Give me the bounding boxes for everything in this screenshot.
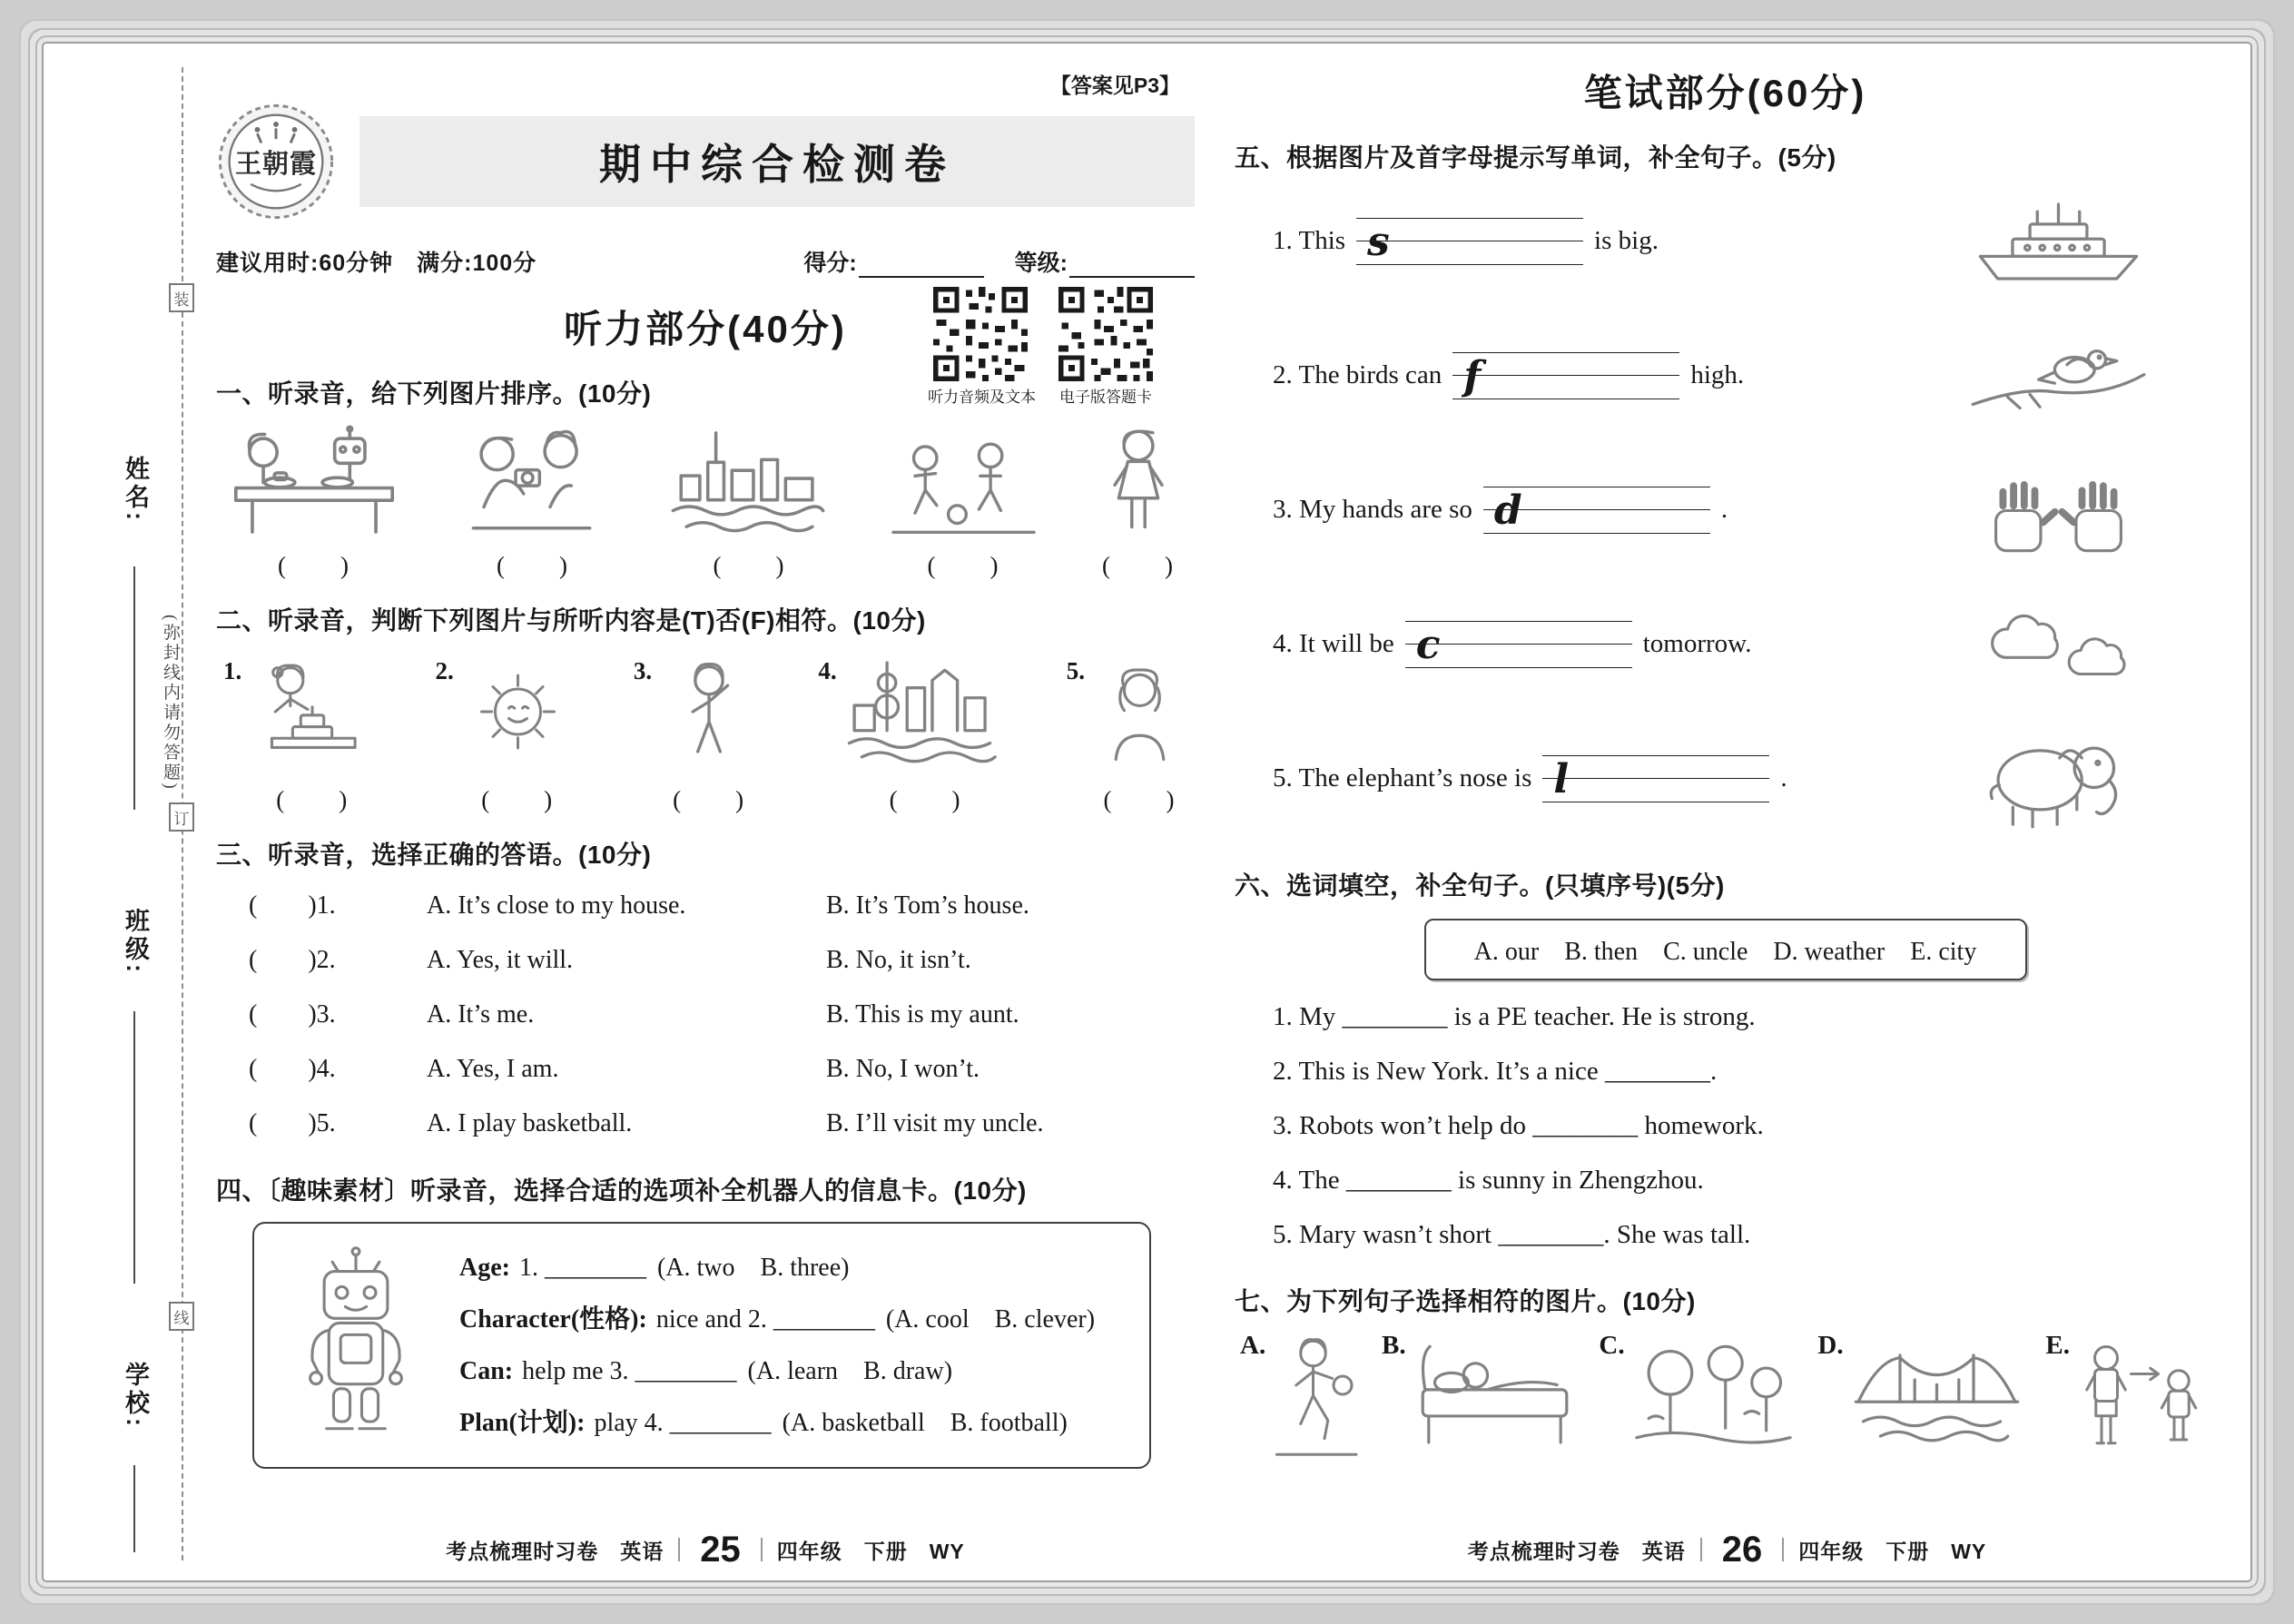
option-letter: C. — [1599, 1331, 1625, 1360]
bird-on-branch-illustration — [1965, 330, 2151, 421]
option-b: B. I’ll visit my uncle. — [826, 1109, 1044, 1137]
family-photo-illustration — [447, 425, 619, 537]
city-tower-illustration — [661, 425, 838, 537]
section1-pictures — [216, 425, 1195, 581]
sentence — [1273, 755, 1940, 802]
sentence-row: 4. The ________ is sunny in Zhengzhou. — [1273, 1166, 1704, 1195]
girl-making-cake-illustration — [249, 652, 376, 772]
sentence-end: tomorrow. — [1642, 629, 1752, 658]
field-label: Character(性格): — [459, 1305, 647, 1334]
robot-illustration — [280, 1243, 432, 1448]
qr-answer-card-label: 电子版答题卡 — [1059, 389, 1152, 406]
picture-item — [1089, 425, 1187, 581]
paper-title-bar — [359, 116, 1195, 207]
field-label: Age: — [459, 1254, 510, 1282]
listening-part-title: 听力部分(40分) — [564, 308, 847, 350]
item-number: 4. — [818, 657, 837, 684]
sentence-row: 5. Mary wasn’t short ________. She was tall. — [1273, 1220, 1751, 1249]
hint-picture — [1940, 603, 2176, 686]
ruled-blank — [1356, 218, 1583, 265]
boy-playing-ball-illustration — [1270, 1331, 1361, 1467]
field-options: (A. two B. three) — [656, 1254, 850, 1282]
option-letter: D. — [1817, 1331, 1844, 1360]
footer-series: 考点梳理时习卷 英语 — [446, 1539, 665, 1563]
bridge-illustration — [1848, 1331, 2025, 1453]
sentence-end: . — [1720, 495, 1728, 524]
section5-title: 五、根据图片及首字母提示写单词，补全句子。(5分) — [1235, 143, 1836, 172]
option-a: A. Yes, it will. — [427, 946, 574, 974]
school-label: 学校: — [122, 1362, 149, 1430]
score-blank-line — [859, 254, 984, 278]
shanghai-skyline-illustration — [844, 652, 1008, 772]
section3-questions — [216, 879, 1195, 1151]
sentence-start: 4. It will be — [1273, 629, 1394, 658]
qr-audio-label: 听力音频及文本 — [928, 389, 1036, 406]
sentence — [1273, 621, 1940, 668]
hint-letter: l — [1553, 756, 1570, 802]
picture-item — [435, 652, 574, 815]
section7-pictures — [1235, 1331, 2216, 1467]
picture-item — [634, 652, 759, 815]
park-trees-illustration — [1629, 1331, 1797, 1453]
sentence-start: 2. The birds can — [1273, 360, 1442, 389]
option-letter: E. — [2045, 1331, 2070, 1360]
fold-note: (弥封线内请勿答题) — [161, 615, 180, 792]
woman-portrait-illustration — [1092, 652, 1187, 772]
binding-margin — [44, 56, 216, 1571]
hint-picture — [1940, 330, 2176, 421]
field-options: (A. learn B. draw) — [747, 1357, 953, 1385]
elephant-illustration — [1965, 723, 2151, 834]
question-row — [216, 988, 1195, 1042]
child-sleeping-in-bed-illustration — [1411, 1331, 1579, 1453]
question-row — [216, 933, 1195, 988]
answer-bracket: ( ) — [1103, 786, 1177, 813]
card-field-row — [459, 1397, 1124, 1449]
answer-bracket-number: ( )5. — [249, 1109, 336, 1137]
robot-card-fields — [459, 1242, 1124, 1449]
word-bank — [1424, 919, 2027, 980]
written-part-title: 笔试部分(60分) — [1583, 72, 1867, 114]
field-options: (A. basketball B. football) — [782, 1409, 1068, 1437]
question-row — [216, 1042, 1195, 1097]
picture-item — [661, 425, 838, 581]
qr-answer-card — [1053, 287, 1158, 407]
girl-standing-illustration — [1089, 425, 1187, 537]
answer-bracket: ( ) — [481, 786, 555, 813]
school-write-line — [133, 1465, 135, 1552]
time-and-score-note: 建议用时:60分钟 满分:100分 — [216, 251, 537, 276]
ship-illustration — [1965, 192, 2151, 291]
answer-bracket: ( ) — [497, 552, 569, 579]
card-field-row — [459, 1345, 1124, 1397]
page-number: 25 — [700, 1530, 741, 1570]
answer-bracket-number: ( )3. — [249, 1000, 336, 1029]
section2-pictures — [216, 652, 1195, 815]
option-letter: B. — [1382, 1331, 1406, 1360]
seal-mark-xian: 线 — [169, 1302, 194, 1331]
grade-blank-line — [1069, 254, 1195, 278]
sentence — [1273, 218, 1940, 265]
paper-meta — [216, 245, 1195, 278]
section2-title: 二、听录音，判断下列图片与所听内容是(T)否(F)相符。(10分) — [216, 606, 926, 635]
score-field — [803, 245, 983, 278]
fill-word-row — [1235, 174, 2216, 309]
footer-grade: 四年级 下册 WY — [776, 1539, 965, 1563]
hint-letter: s — [1367, 219, 1390, 265]
picture-option — [1382, 1331, 1579, 1467]
hands-illustration — [1970, 463, 2147, 558]
footer-divider — [1782, 1538, 1784, 1561]
page-footer-right — [1235, 1531, 2220, 1568]
sentence-end: high. — [1690, 360, 1745, 389]
picture-item — [880, 425, 1048, 581]
qr-audio — [928, 287, 1036, 407]
brand-logo — [216, 102, 336, 221]
hint-letter: d — [1493, 487, 1522, 534]
seal-mark-zhuang: 装 — [169, 283, 194, 312]
picture-item — [1067, 652, 1187, 815]
picture-option — [1817, 1331, 2024, 1467]
fill-word-row — [1235, 577, 2216, 712]
footer-divider — [761, 1538, 763, 1561]
picture-option — [2045, 1331, 2210, 1467]
hint-picture — [1940, 463, 2176, 558]
class-write-line — [133, 1011, 135, 1284]
paper-header — [216, 102, 1195, 221]
grade-field — [1015, 245, 1195, 278]
ruled-blank — [1483, 487, 1710, 534]
sentence-start: 3. My hands are so — [1273, 495, 1472, 524]
field-blank: play 4. ________ — [594, 1409, 772, 1437]
hint-picture — [1940, 723, 2176, 834]
sentence-start: 5. The elephant’s nose is — [1273, 763, 1532, 792]
fill-word-row — [1235, 443, 2216, 577]
item-number: 1. — [223, 657, 242, 684]
section6-sentences — [1235, 989, 2216, 1262]
score-label: 得分: — [803, 251, 857, 276]
field-blank: nice and 2. ________ — [655, 1305, 875, 1334]
option-a: A. It’s me. — [427, 1000, 535, 1029]
field-label: Can: — [459, 1357, 514, 1385]
section1-title: 一、听录音，给下列图片排序。(10分) — [216, 379, 652, 408]
sentence-end: . — [1780, 763, 1787, 792]
qr-code-icon — [1058, 287, 1153, 381]
qr-code-icon — [933, 287, 1028, 381]
picture-item — [818, 652, 1007, 815]
robot-info-card — [252, 1222, 1151, 1469]
fill-word-row — [1235, 712, 2216, 846]
hint-letter: f — [1463, 353, 1482, 399]
option-b: B. It’s Tom’s house. — [826, 891, 1029, 920]
section7-title: 七、为下列句子选择相符的图片。(10分) — [1235, 1287, 1696, 1315]
tall-and-short-boys-illustration — [2074, 1331, 2210, 1467]
answer-bracket: ( ) — [1102, 552, 1175, 579]
picture-item — [223, 425, 405, 581]
option-a: A. It’s close to my house. — [427, 891, 686, 920]
card-field-row — [459, 1242, 1124, 1294]
clouds-illustration — [1970, 603, 2147, 686]
word-bank-options: A. our B. then C. uncle D. weather E. city — [1473, 938, 1977, 966]
picture-item — [223, 652, 376, 815]
ruled-blank — [1452, 352, 1679, 399]
boy-and-robot-eating-illustration — [223, 425, 405, 537]
right-page — [1235, 56, 2220, 1571]
answer-bracket-number: ( )4. — [249, 1055, 336, 1083]
footer-grade: 四年级 下册 WY — [1798, 1539, 1987, 1563]
answer-bracket: ( ) — [713, 552, 786, 579]
option-b: B. No, it isn’t. — [826, 946, 971, 974]
section4-title: 四、〔趣味素材〕听录音，选择合适的选项补全机器人的信息卡。(10分) — [216, 1176, 1027, 1205]
footer-series: 考点梳理时习卷 英语 — [1467, 1539, 1686, 1563]
picture-option — [1240, 1331, 1361, 1467]
sentence-end: is big. — [1594, 226, 1659, 255]
qr-codes — [928, 287, 1158, 407]
picture-item — [447, 425, 619, 581]
left-page — [216, 56, 1195, 1571]
seal-mark-ding: 订 — [169, 802, 194, 832]
name-label: 姓名: — [122, 456, 149, 524]
field-blank: help me 3. ________ — [522, 1357, 737, 1385]
page-footer-left — [216, 1531, 1195, 1568]
option-a: A. I play basketball. — [427, 1109, 633, 1137]
class-label: 班级: — [122, 908, 149, 976]
ruled-blank — [1542, 755, 1769, 802]
field-label: Plan(计划): — [459, 1409, 586, 1437]
fill-word-row — [1235, 309, 2216, 443]
option-a: A. Yes, I am. — [427, 1055, 559, 1083]
field-options: (A. cool B. clever) — [885, 1305, 1096, 1334]
ruled-blank — [1405, 621, 1632, 668]
sentence — [1273, 487, 1940, 534]
card-field-row — [459, 1294, 1124, 1345]
question-row — [216, 1097, 1195, 1151]
answer-bracket: ( ) — [889, 786, 962, 813]
brand-name: 王朝霞 — [234, 149, 317, 179]
footer-divider — [1700, 1538, 1702, 1561]
picture-option — [1599, 1331, 1797, 1467]
item-number: 3. — [633, 657, 653, 684]
grade-label: 等级: — [1014, 251, 1068, 276]
answer-bracket: ( ) — [278, 552, 350, 579]
item-number: 5. — [1066, 657, 1085, 684]
sentence-row: 1. My ________ is a PE teacher. He is strong. — [1273, 1002, 1756, 1031]
paper-title: 期中综合检测卷 — [599, 141, 955, 188]
field-blank: 1. ________ — [518, 1254, 646, 1282]
section3-title: 三、听录音，选择正确的答语。(10分) — [216, 841, 652, 869]
answer-bracket-number: ( )1. — [249, 891, 336, 920]
hint-letter: c — [1415, 622, 1441, 668]
answer-bracket: ( ) — [673, 786, 746, 813]
children-playing-illustration — [880, 425, 1048, 537]
girl-waving-illustration — [659, 652, 759, 772]
page-number: 26 — [1721, 1530, 1763, 1570]
footer-divider — [678, 1538, 680, 1561]
exam-sheet — [42, 42, 2252, 1582]
section6-title: 六、选词填空，补全句子。(只填序号)(5分) — [1235, 871, 1725, 900]
option-b: B. No, I won’t. — [826, 1055, 980, 1083]
sentence — [1273, 352, 1940, 399]
option-letter: A. — [1240, 1331, 1266, 1360]
name-write-line — [133, 566, 135, 810]
question-row — [216, 879, 1195, 933]
option-b: B. This is my aunt. — [826, 1000, 1019, 1029]
answer-bracket: ( ) — [927, 552, 1000, 579]
sentence-row: 2. This is New York. It’s a nice ________. — [1273, 1057, 1718, 1086]
smiling-sun-illustration — [461, 652, 575, 772]
item-number: 2. — [435, 657, 454, 684]
answer-bracket-number: ( )2. — [249, 946, 336, 974]
sentence-start: 1. This — [1273, 226, 1346, 255]
sentence-row: 3. Robots won’t help do ________ homework. — [1273, 1111, 1764, 1140]
hint-picture — [1940, 192, 2176, 291]
answer-note: 【答案见P3】 — [1049, 74, 1180, 97]
answer-bracket: ( ) — [276, 786, 350, 813]
